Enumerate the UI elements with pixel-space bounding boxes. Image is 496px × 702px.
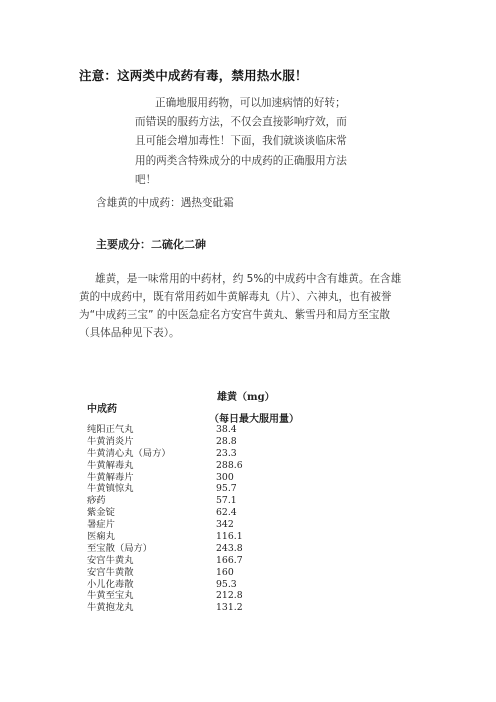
medicine-name: 痧药 [87,495,106,507]
table-row [87,579,307,591]
realgar-amount: 300 [216,471,234,483]
realgar-amount: 131.2 [216,602,243,614]
table-row [87,602,307,614]
medicine-name: 紫金锭 [87,507,115,519]
section-heading: 含雄黄的中成药：遇热变砒霜 [96,197,234,209]
realgar-amount: 166.7 [216,554,243,566]
realgar-amount: 288.6 [216,459,243,471]
medicine-name: 牛黄清心丸（局方） [87,447,171,459]
realgar-amount: 243.8 [216,542,243,554]
column-header-medicine: 中成药 [87,404,117,415]
realgar-amount: 28.8 [216,435,237,447]
table-row [87,472,307,484]
intro-line: 吧！ [135,173,157,186]
table-row [87,483,307,495]
table-row [87,507,307,519]
intro-line: 正确地服用药物，可以加速病情的好转； [155,97,346,109]
medicine-name: 牛黄镇惊丸 [87,483,134,495]
paragraph-line: 黄的中成药中，既有常用药如牛黄解毒丸（片）、六神丸，也有被誉 [79,291,392,303]
table-row [87,424,307,436]
table-row [87,460,307,472]
medicine-name: 牛黄解毒片 [87,471,134,483]
table-row [87,495,307,507]
medicine-name: 医痫丸 [87,531,115,543]
realgar-amount: 212.8 [216,590,243,602]
realgar-amount: 95.7 [216,483,237,495]
table-row [87,531,307,543]
realgar-amount: 62.4 [216,507,237,519]
intro-line: 用的两类含特殊成分的中成药的正确服用方法 [135,154,347,167]
table-row [87,448,307,460]
medicine-name: 纯阳正气丸 [87,424,134,435]
realgar-amount: 57.1 [216,495,237,507]
medicine-name: 安宫牛黄散 [87,566,134,578]
medicine-name: 暑症片 [87,519,115,531]
table-body [87,424,307,614]
realgar-amount: 95.3 [216,578,237,590]
table-row [87,567,307,579]
paragraph-line: （具体品种见下表）。 [79,327,180,339]
realgar-amount: 342 [216,519,234,531]
medicine-name: 至宝散（局方） [87,542,153,554]
page-title: 注意：这两类中成药有毒，禁用热水服！ [79,68,308,83]
medicine-name: 小儿化毒散 [87,578,134,590]
realgar-amount: 116.1 [216,531,243,543]
paragraph-line: 为“中成药三宝” 的中医急症名方安宫牛黄丸、紫雪丹和局方至宝散 [79,309,390,321]
realgar-amount: 23.3 [216,447,237,459]
intro-line: 而错误的服药方法，不仅会直接影响疗效，而 [135,116,347,129]
table-row [87,555,307,567]
column-header-realgar: 雄黄（mg） [217,392,275,403]
table-row [87,543,307,555]
realgar-amount: 160 [216,566,234,578]
medicine-name: 安宫牛黄丸 [87,554,134,566]
realgar-amount: 38.4 [216,424,237,435]
column-header-max-dose: （每日最大服用量） [209,414,299,425]
paragraph-line: 雄黄，是一味常用的中药材，约 5%的中成药中含有雄黄。在含雄 [95,273,402,285]
table-row [87,590,307,602]
table-row [87,436,307,448]
medicine-name: 牛黄至宝丸 [87,590,134,602]
intro-line: 且可能会增加毒性！下面，我们就谈谈临床常 [135,135,347,148]
main-ingredient-heading: 主要成分：二硫化二砷 [96,238,206,251]
table-row [87,519,307,531]
medicine-name: 牛黄消炎片 [87,435,134,447]
medicine-name: 牛黄抱龙丸 [87,602,134,614]
medicine-name: 牛黄解毒丸 [87,459,134,471]
